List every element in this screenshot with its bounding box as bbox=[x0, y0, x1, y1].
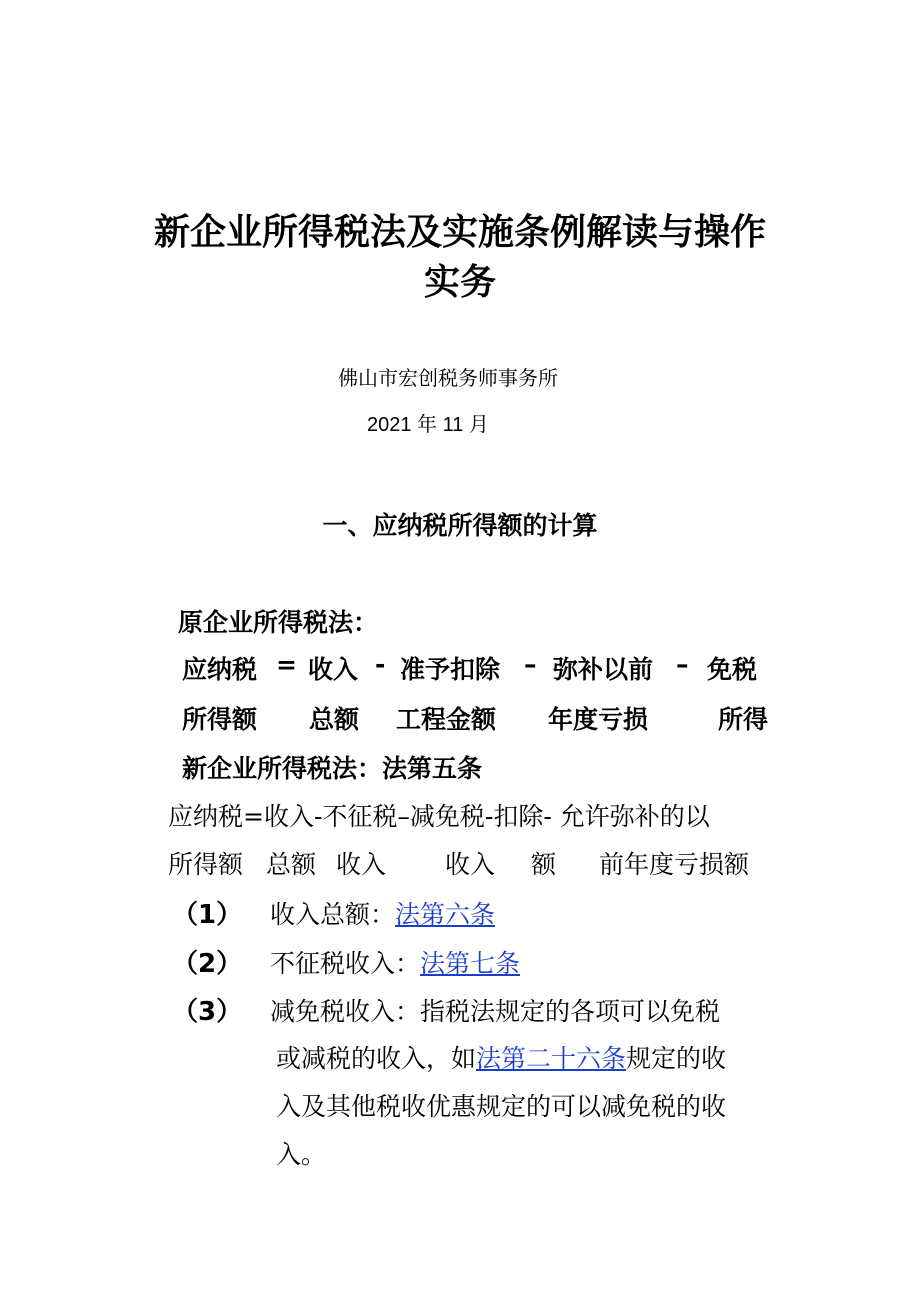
law-article-7-link[interactable]: 法第七条 bbox=[420, 949, 521, 978]
item-text bbox=[270, 944, 520, 980]
law-article-26-link[interactable]: 法第二十六条 bbox=[476, 1044, 627, 1073]
item-number: （3） bbox=[172, 997, 243, 1027]
formula-term: 弥补以前 bbox=[553, 655, 654, 684]
formula-term: 准予扣除 bbox=[400, 655, 501, 684]
item-text-line4: 入。 bbox=[276, 1140, 327, 1169]
formula-term: 免税 bbox=[707, 655, 758, 684]
item-text-segment: 规定的收 bbox=[626, 1044, 727, 1073]
document-date: 2021 年 11 月 bbox=[367, 414, 489, 436]
formula-term: 收入 bbox=[308, 655, 359, 684]
formula-term: 总额 bbox=[309, 705, 360, 734]
item-label: 收入总额： bbox=[270, 900, 396, 929]
formula-term: 收入 bbox=[445, 850, 496, 879]
new-law-formula-row1: 应纳税=收入-不征税–减免税-扣除- 允许弥补的以 bbox=[168, 802, 710, 831]
document-title-line2: 实务 bbox=[423, 261, 496, 303]
organization-name: 佛山市宏创税务师事务所 bbox=[338, 366, 558, 390]
item-text-line1: 减免税收入：指税法规定的各项可以免税 bbox=[270, 997, 721, 1026]
item-text-line2 bbox=[276, 1039, 726, 1075]
formula-term: 所得额 bbox=[168, 850, 244, 879]
item-number: （2） bbox=[172, 949, 243, 979]
formula-term: 年度亏损 bbox=[548, 705, 649, 734]
formula-term: 收入 bbox=[336, 850, 387, 879]
formula-term: 总额 bbox=[266, 850, 317, 879]
section-heading: 一、应纳税所得额的计算 bbox=[322, 511, 598, 540]
law-article-6-link[interactable]: 法第六条 bbox=[395, 900, 496, 929]
document-title-line1: 新企业所得税法及实施条例解读与操作 bbox=[153, 211, 766, 253]
item-text-line3: 入及其他税收优惠规定的可以减免税的收 bbox=[276, 1092, 727, 1121]
formula-operator: – bbox=[676, 650, 689, 679]
new-law-label: 新企业所得税法：法第五条 bbox=[182, 754, 483, 783]
formula-term: 额 bbox=[531, 850, 557, 879]
formula-term: 所得 bbox=[718, 705, 769, 734]
formula-operator: = bbox=[276, 650, 297, 679]
formula-term: 应纳税 bbox=[182, 655, 258, 684]
formula-operator: – bbox=[524, 650, 537, 679]
formula-term: 工程金额 bbox=[396, 705, 497, 734]
item-text bbox=[270, 895, 495, 931]
formula-term: 所得额 bbox=[182, 705, 258, 734]
formula-operator: - bbox=[375, 650, 386, 679]
item-text-segment: 或减税的收入，如 bbox=[276, 1044, 477, 1073]
item-label: 不征税收入： bbox=[270, 949, 421, 978]
formula-term: 前年度亏损额 bbox=[599, 850, 750, 879]
old-law-label: 原企业所得税法： bbox=[178, 608, 379, 637]
item-number: （1） bbox=[172, 900, 243, 930]
